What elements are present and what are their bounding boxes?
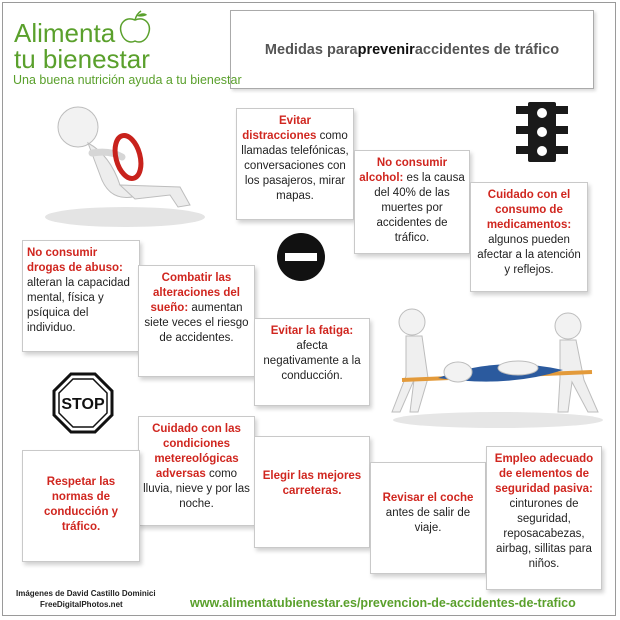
card-fatiga	[254, 318, 370, 406]
stretcher-figures-icon	[388, 300, 610, 430]
card-fatiga-head: Evitar la fatiga:	[270, 325, 354, 337]
stop-sign-text: STOP	[61, 396, 105, 413]
card-alcohol-body: es la causa del 40% de las muertes por accidentes de tráfico.	[374, 172, 465, 244]
credits-line-1: Imágenes de David Castillo Dominici	[16, 589, 156, 598]
card-sueno	[138, 265, 255, 377]
no-entry-icon	[276, 232, 326, 282]
stop-sign-icon	[52, 372, 114, 434]
card-alcohol	[354, 150, 470, 254]
card-coche-head: Revisar el coche	[382, 492, 474, 504]
card-coche-body: antes de salir de viaje.	[385, 507, 471, 534]
title-box	[230, 10, 594, 89]
apple-logo-icon	[115, 8, 155, 48]
card-coche	[370, 462, 486, 574]
card-drogas-body: alteran la capacidad mental, física y psíquica del individuo.	[27, 277, 130, 334]
card-distracciones	[236, 108, 354, 220]
brand-tagline: Una buena nutrición ayuda a tu bienestar	[13, 73, 242, 87]
card-distracciones-head: Evitar distracciones	[242, 115, 317, 142]
card-carreteras-head: Elegir las mejores carreteras.	[262, 470, 362, 497]
card-carreteras	[254, 436, 370, 548]
brand-line-1: Alimenta	[14, 18, 116, 48]
card-medicamentos-head: Cuidado con el consumo de medicamentos:	[486, 189, 572, 231]
card-meteo-body: como lluvia, nieve y por las noche.	[143, 468, 250, 510]
title-pre: Medidas para	[264, 41, 358, 58]
card-normas-head: Respetar las normas de conducción y tráfico.	[43, 476, 119, 533]
credits-line-2: FreeDigitalPhotos.net	[40, 600, 123, 609]
card-medicamentos	[470, 182, 588, 292]
footer-url-link[interactable]: www.alimentatubienestar.es/prevencion-de-accidentes-de-trafico	[190, 596, 576, 610]
title-bold: prevenir	[357, 41, 415, 58]
card-pasiva-head: Empleo adecuado de elementos de seguridad pasiva:	[494, 453, 594, 495]
card-medicamentos-body: algunos pueden afectar a la atención y reflejos.	[477, 234, 581, 276]
traffic-light-icon	[514, 100, 570, 164]
card-meteo-head: Cuidado con las condiciones metereológicas adversas	[152, 423, 241, 480]
card-drogas	[22, 240, 140, 352]
card-sueno-body: aumentan siete veces el riesgo de accidentes.	[144, 302, 249, 344]
title-post: accidentes de tráfico	[414, 41, 560, 58]
card-pasiva-body: cinturones de seguridad, reposacabezas, airbag, sillitas para niños.	[496, 498, 592, 570]
card-normas	[22, 450, 140, 562]
driver-figure-icon	[40, 95, 210, 230]
card-pasiva	[486, 446, 602, 590]
card-fatiga-body: afecta negativamente a la conducción.	[263, 340, 361, 382]
card-meteo	[138, 416, 255, 526]
card-alcohol-head: No consumir alcohol:	[359, 157, 448, 184]
card-distracciones-body: como llamadas telefónicas, conversaciones con los pasajeros, mirar mapas.	[241, 130, 349, 202]
card-drogas-head: No consumir drogas de abuso:	[27, 247, 123, 274]
brand-line-2: tu bienestar	[14, 44, 150, 74]
card-sueno-head: Combatir las alteraciones del sueño:	[150, 272, 240, 314]
